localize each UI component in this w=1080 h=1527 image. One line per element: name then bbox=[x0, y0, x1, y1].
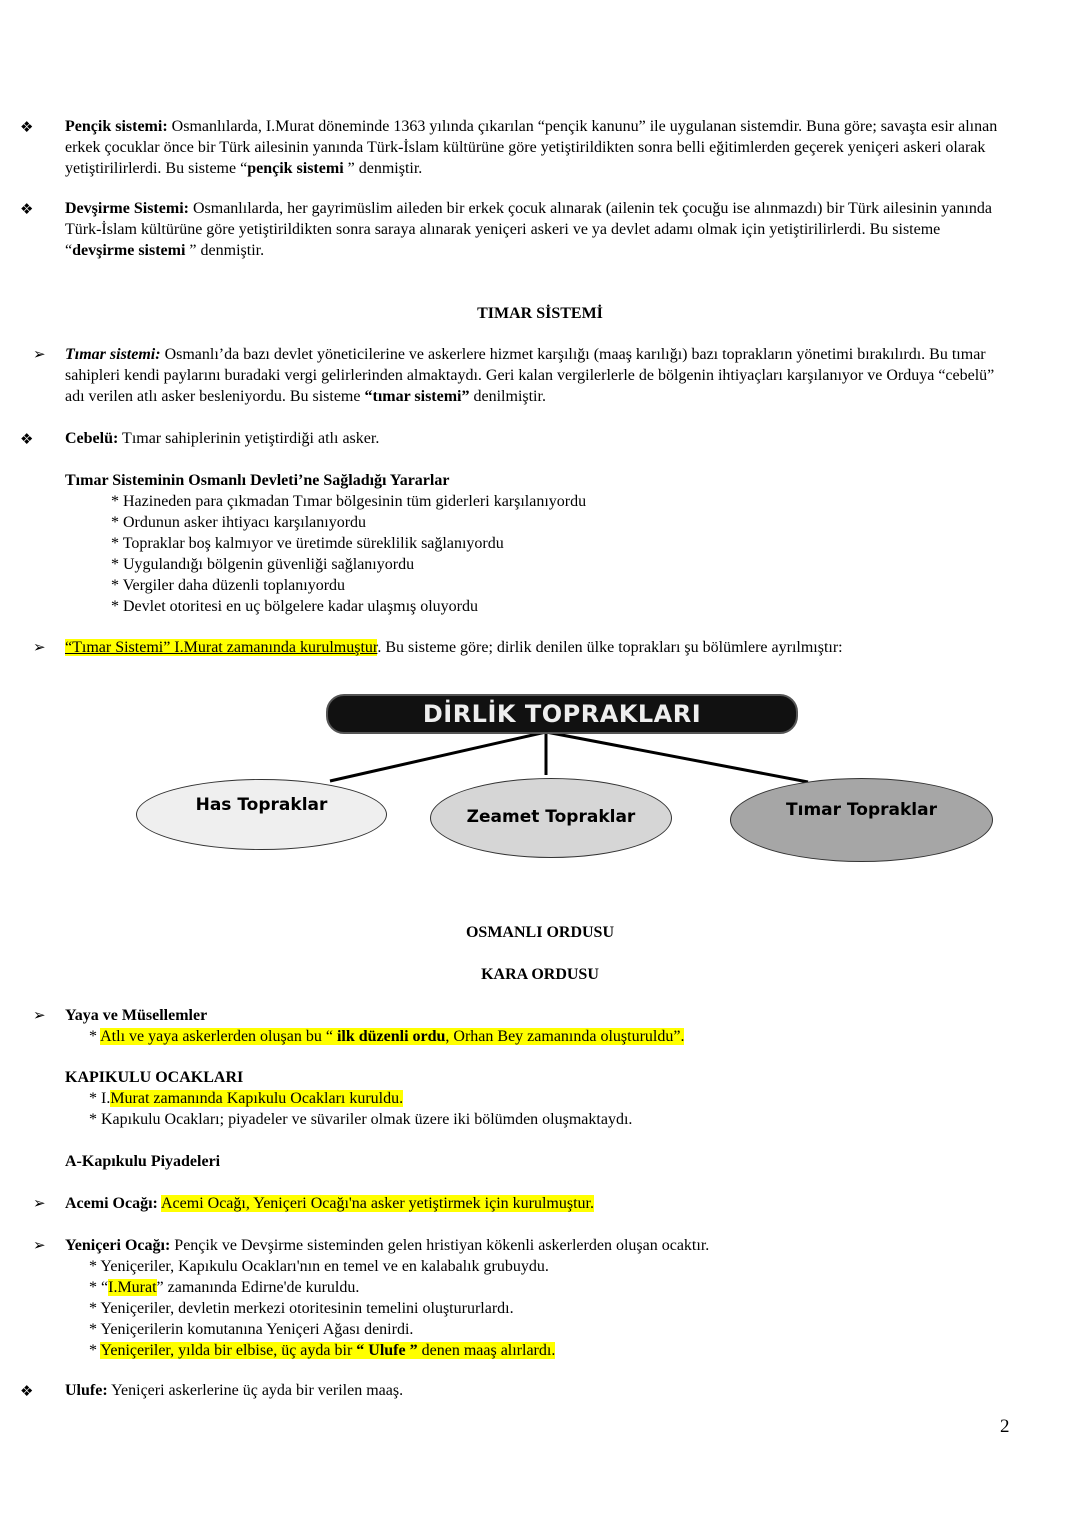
yeniceri-l5-text: Yeniçeriler, yılda bir elbise, üç ayda bir bbox=[100, 1342, 357, 1359]
kapikulu-line2: * Kapıkulu Ocakları; piyadeler ve süvariler olmak üzere iki bölümden oluşmaktaydı. bbox=[89, 1111, 633, 1128]
diamond-bullet-icon: ❖ bbox=[20, 1382, 34, 1400]
ulufe-text: Yeniçeri askerlerine üç ayda bir verilen maaş. bbox=[107, 1382, 404, 1399]
yararlar-title: Tımar Sisteminin Osmanlı Devleti’ne Sağladığı Yararlar bbox=[65, 472, 450, 489]
page-number: 2 bbox=[1000, 1416, 1010, 1437]
arrow-bullet-icon: ➢ bbox=[33, 638, 46, 656]
piyadeler-heading: A-Kapıkulu Piyadeleri bbox=[65, 1153, 221, 1170]
arrow-bullet-icon: ➢ bbox=[33, 1006, 46, 1024]
acemi-paragraph bbox=[65, 1193, 1000, 1214]
yaya-hl-bold: ilk düzenli ordu bbox=[336, 1028, 446, 1045]
yeniceri-text: Pençik ve Devşirme sisteminden gelen hristiyan kökenli askerlerden oluşan ocaktır. bbox=[170, 1237, 710, 1254]
has-topraklar-node: Has Topraklar bbox=[136, 779, 387, 850]
acemi-highlight: Acemi Ocağı, Yeniçeri Ocağı'na asker yetiştirmek için kurulmuştur. bbox=[160, 1195, 594, 1212]
dirlik-title-box: DİRLİK TOPRAKLARI bbox=[326, 694, 798, 734]
yeniceri-l5-bold: “ Ulufe ” bbox=[356, 1342, 418, 1359]
diamond-bullet-icon: ❖ bbox=[20, 200, 34, 218]
timar-text-end: denilmiştir. bbox=[469, 388, 546, 405]
devsirme-term: Devşirme Sistemi: bbox=[65, 200, 189, 217]
yeniceri-term: Yeniçeri Ocağı: bbox=[65, 1237, 171, 1254]
yeniceri-l2-pre: * “ bbox=[89, 1279, 109, 1296]
pencik-term: Pençik sistemi: bbox=[65, 118, 168, 135]
kara-ordusu-heading: KARA ORDUSU bbox=[481, 966, 599, 983]
yeniceri-l5-star: * bbox=[89, 1342, 101, 1359]
cebelu-text: Tımar sahiplerinin yetiştirdiği atlı asker. bbox=[118, 430, 380, 447]
yeniceri-l2-highlight: I.Murat bbox=[108, 1279, 157, 1296]
pencik-text: Osmanlılarda, I.Murat döneminde 1363 yılında çıkarılan “pençik kanunu” ile uygulanan sistemdir. Buna göre; savaşta esir alınan erkek çocuklar önce bir Türk ailesinin yanında Türk-İslam kültürüne göre yetiştirildikten sonra belli eğitimlerden geçerek yeniçeri askeri olarak yetiştirilirlerdi. Bu sisteme “ bbox=[65, 118, 998, 177]
yaya-hl-text-end: , Orhan Bey zamanında oluşturuldu”. bbox=[445, 1028, 685, 1045]
kapikulu-section bbox=[65, 1067, 1000, 1130]
devsirme-text: Osmanlılarda, her gayrimüslim aileden bir erkek çocuk alınarak (ailenin tek çocuğu ise alınmazdı) bir Türk ailesinin yanında Türk-İslam kültürüne göre yetiştirildikten sonra saraya alınarak yeniçeri askeri ve ya devlet adamı olmak için yetiştirilirlerdi. Bu sisteme “ bbox=[65, 200, 992, 259]
list-item: * Yeniçeriler, Kapıkulu Ocakları'nın en temel ve en kalabalık grubuydu. bbox=[89, 1258, 549, 1275]
yeniceri-l2-post: ” zamanında Edirne'de kuruldu. bbox=[156, 1279, 360, 1296]
timar-heading: TIMAR SİSTEMİ bbox=[477, 305, 603, 322]
devsirme-text-end: ” denmiştir. bbox=[185, 242, 265, 259]
cebelu-term: Cebelü: bbox=[65, 430, 119, 447]
timar-bold: “tımar sistemi” bbox=[364, 388, 470, 405]
yeniceri-l5-highlight bbox=[100, 1342, 555, 1359]
timar-kurulus-text: . Bu sisteme göre; dirlik denilen ülke toprakları şu bölümlere ayrılmıştır: bbox=[377, 639, 843, 656]
kapikulu-line1-pre: * I. bbox=[89, 1090, 111, 1107]
list-item: * Hazineden para çıkmadan Tımar bölgesinin tüm giderleri karşılanıyordu bbox=[111, 493, 587, 510]
pencik-bold: pençik sistemi bbox=[247, 160, 344, 177]
kapikulu-title: KAPIKULU OCAKLARI bbox=[65, 1069, 244, 1086]
list-item: * Yeniçerilerin komutanına Yeniçeri Ağası denirdi. bbox=[89, 1321, 414, 1338]
zeamet-topraklar-node: Zeamet Topraklar bbox=[430, 778, 672, 858]
ulufe-definition bbox=[65, 1380, 1000, 1401]
yaya-section bbox=[65, 1005, 1000, 1047]
yaya-star: * bbox=[89, 1028, 101, 1045]
diamond-bullet-icon: ❖ bbox=[20, 430, 34, 448]
ulufe-term: Ulufe: bbox=[65, 1382, 108, 1399]
list-item: * Vergiler daha düzenli toplanıyordu bbox=[111, 577, 346, 594]
list-item: * Yeniçeriler, devletin merkezi otoritesinin temelini oluştururlardı. bbox=[89, 1300, 514, 1317]
timar-term: Tımar sistemi: bbox=[65, 346, 161, 363]
arrow-bullet-icon: ➢ bbox=[33, 1194, 46, 1212]
osmanli-ordusu-heading: OSMANLI ORDUSU bbox=[465, 924, 614, 941]
yeniceri-section bbox=[65, 1235, 1000, 1361]
pencik-text-end: ” denmiştir. bbox=[343, 160, 423, 177]
timar-topraklar-node: Tımar Topraklar bbox=[730, 778, 993, 862]
list-item: * Uygulandığı bölgenin güvenliği sağlanıyordu bbox=[111, 556, 415, 573]
kapikulu-line1-highlight: Murat zamanında Kapıkulu Ocakları kuruldu. bbox=[110, 1090, 404, 1107]
arrow-bullet-icon: ➢ bbox=[33, 345, 46, 363]
diamond-bullet-icon: ❖ bbox=[20, 118, 34, 136]
devsirme-bold: devşirme sistemi bbox=[72, 242, 186, 259]
timar-kurulus-highlight: “Tımar Sistemi” I.Murat zamanında kurulmuştur bbox=[65, 639, 378, 656]
yaya-hl-text: Atlı ve yaya askerlerden oluşan bu “ bbox=[100, 1028, 337, 1045]
list-item: * Ordunun asker ihtiyacı karşılanıyordu bbox=[111, 514, 367, 531]
yeniceri-l5-text-end: denen maaş alırlardı. bbox=[417, 1342, 556, 1359]
yaya-highlight bbox=[100, 1028, 684, 1045]
list-item: * Topraklar boş kalmıyor ve üretimde süreklilik sağlanıyordu bbox=[111, 535, 504, 552]
list-item: * Devlet otoritesi en uç bölgelere kadar ulaşmış oluyordu bbox=[111, 598, 479, 615]
arrow-bullet-icon: ➢ bbox=[33, 1236, 46, 1254]
acemi-term: Acemi Ocağı: bbox=[65, 1195, 158, 1212]
timar-text: Osmanlı’da bazı devlet yöneticilerine ve askerlere hizmet karşılığı (maaş karılığı) bazı toprakların yönetimi bırakılırdı. Bu tımar sahipleri kendi paylarını buradaki vergi gelirlerinden almaktaydı. Geri kalan vergilerlerle de bölgenin ihtiyaçları karşılanıyor ve Orduya “cebelü” adı verilen atlı asker besleniyordu. Bu sisteme bbox=[65, 346, 995, 405]
yaya-title: Yaya ve Müsellemler bbox=[65, 1007, 208, 1024]
